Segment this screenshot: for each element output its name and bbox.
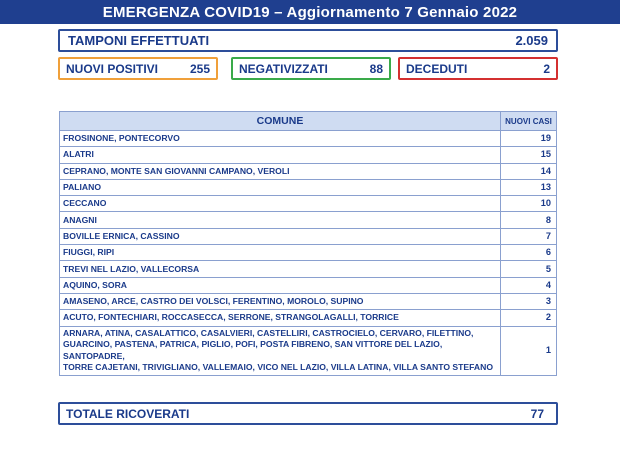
cases-cell: 2 [501,310,557,326]
cases-cell: 6 [501,245,557,261]
cases-cell: 3 [501,293,557,309]
comune-cell: ACUTO, FONTECHIARI, ROCCASECCA, SERRONE, STRANGOLAGALLI, TORRICE [60,310,501,326]
comune-cell-multiline [60,326,501,375]
negativizzati-value: 88 [369,61,383,76]
cases-cell: 4 [501,277,557,293]
deceduti-value: 2 [543,61,550,76]
table-header-row [60,112,557,131]
cases-cell: 19 [501,131,557,147]
comune-cell: AQUINO, SORA [60,277,501,293]
cases-cell: 14 [501,163,557,179]
comuni-table [59,111,557,376]
cases-cell: 15 [501,147,557,163]
comune-line: ARNARA, ATINA, CASALATTICO, CASALVIERI, CASTELLIRI, CASTROCIELO, CERVARO, FILETTINO, [63,327,474,338]
comune-cell: CECCANO [60,196,501,212]
tamponi-value: 2.059 [515,33,548,48]
table-row [60,228,557,244]
comune-column-header: COMUNE [60,112,501,131]
table-row [60,179,557,195]
nuovi-casi-column-header: NUOVI CASI [501,112,557,131]
nuovi-positivi-value: 255 [189,61,210,76]
table-row [60,293,557,309]
negativizzati-box [231,57,391,80]
totale-ricoverati-value: 77 [530,406,544,421]
page-header [0,0,620,24]
tamponi-label: TAMPONI EFFETTUATI [68,33,210,48]
comune-cell: ANAGNI [60,212,501,228]
totale-ricoverati-label: TOTALE RICOVERATI [66,406,190,421]
table-row [60,310,557,326]
table-row [60,212,557,228]
table-row [60,261,557,277]
comune-line: GUARCINO, PASTENA, PATRICA, PIGLIO, POFI, POSTA FIBRENO, SAN VITTORE DEL LAZIO, SANTOPADRE, [63,339,443,361]
cases-cell: 10 [501,196,557,212]
comune-cell: PALIANO [60,179,501,195]
table-row [60,277,557,293]
cases-cell: 1 [501,326,557,375]
deceduti-label: DECEDUTI [406,61,468,76]
table-row [60,131,557,147]
table-row [60,196,557,212]
comune-cell: FROSINONE, PONTECORVO [60,131,501,147]
comune-cell: CEPRANO, MONTE SAN GIOVANNI CAMPANO, VEROLI [60,163,501,179]
nuovi-positivi-label: NUOVI POSITIVI [66,61,159,76]
deceduti-box [398,57,558,80]
negativizzati-label: NEGATIVIZZATI [239,61,328,76]
totale-ricoverati-box [58,402,558,425]
comune-line: TORRE CAJETANI, TRIVIGLIANO, VALLEMAIO, VICO NEL LAZIO, VILLA LATINA, VILLA SANTO STEFANO [63,362,494,373]
cases-cell: 7 [501,228,557,244]
comune-cell: FIUGGI, RIPI [60,245,501,261]
comune-cell: BOVILLE ERNICA, CASSINO [60,228,501,244]
comune-cell: TREVI NEL LAZIO, VALLECORSA [60,261,501,277]
comune-cell: AMASENO, ARCE, CASTRO DEI VOLSCI, FERENTINO, MOROLO, SUPINO [60,293,501,309]
table-row [60,326,557,375]
tamponi-box [58,29,558,52]
nuovi-positivi-box [58,57,218,80]
comune-cell: ALATRI [60,147,501,163]
page-title: EMERGENZA COVID19 – Aggiornamento 7 Gennaio 2022 [102,3,518,21]
cases-cell: 5 [501,261,557,277]
cases-cell: 8 [501,212,557,228]
table-row [60,147,557,163]
cases-cell: 13 [501,179,557,195]
table-row [60,163,557,179]
table-row [60,245,557,261]
